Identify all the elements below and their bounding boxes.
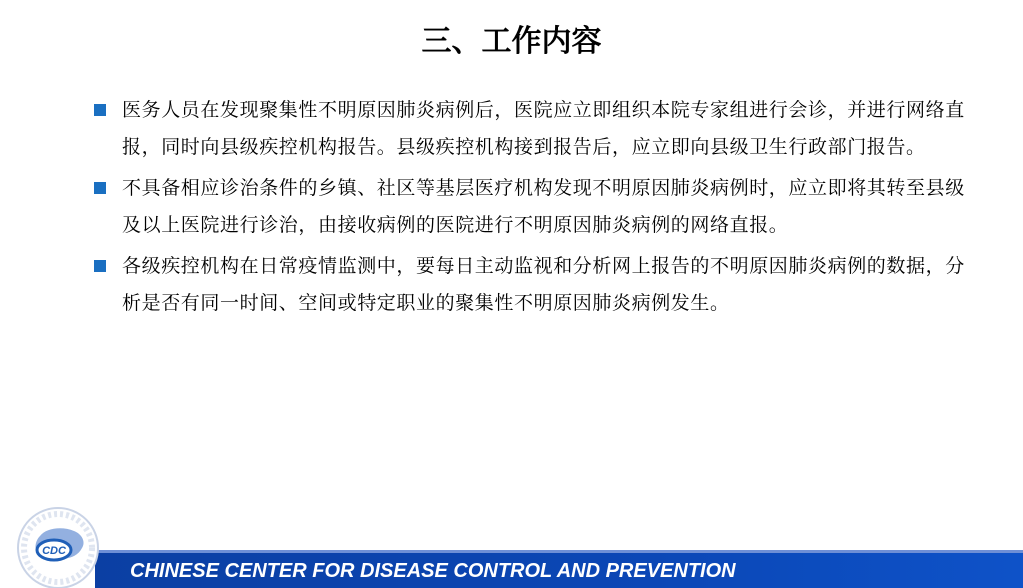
square-bullet-icon (94, 104, 106, 116)
bullet-item (92, 248, 972, 321)
bullet-item (92, 92, 972, 165)
bullet-text: 不具备相应诊治条件的乡镇、社区等基层医疗机构发现不明原因肺炎病例时，应立即将其转至县级及以上医院进行诊治，由接收病例的医院进行不明原因肺炎病例的网络直报。 (122, 177, 965, 236)
bullet-list (92, 92, 972, 326)
footer-organization-name: CHINESE CENTER FOR DISEASE CONTROL AND PREVENTION (130, 560, 736, 582)
bullet-text: 各级疾控机构在日常疫情监测中，要每日主动监视和分析网上报告的不明原因肺炎病例的数据，分析是否有同一时间、空间或特定职业的聚集性不明原因肺炎病例发生。 (122, 255, 965, 314)
slide-title: 三、工作内容 (421, 24, 602, 59)
cdc-logo-icon (2, 498, 114, 588)
square-bullet-icon (94, 260, 106, 272)
square-bullet-icon (94, 182, 106, 194)
bullet-text: 医务人员在发现聚集性不明原因肺炎病例后，医院应立即组织本院专家组进行会诊，并进行网络直报，同时向县级疾控机构报告。县级疾控机构接到报告后，应立即向县级卫生行政部门报告。 (122, 99, 965, 158)
bullet-item (92, 170, 972, 243)
logo-text: CDC (42, 545, 66, 557)
